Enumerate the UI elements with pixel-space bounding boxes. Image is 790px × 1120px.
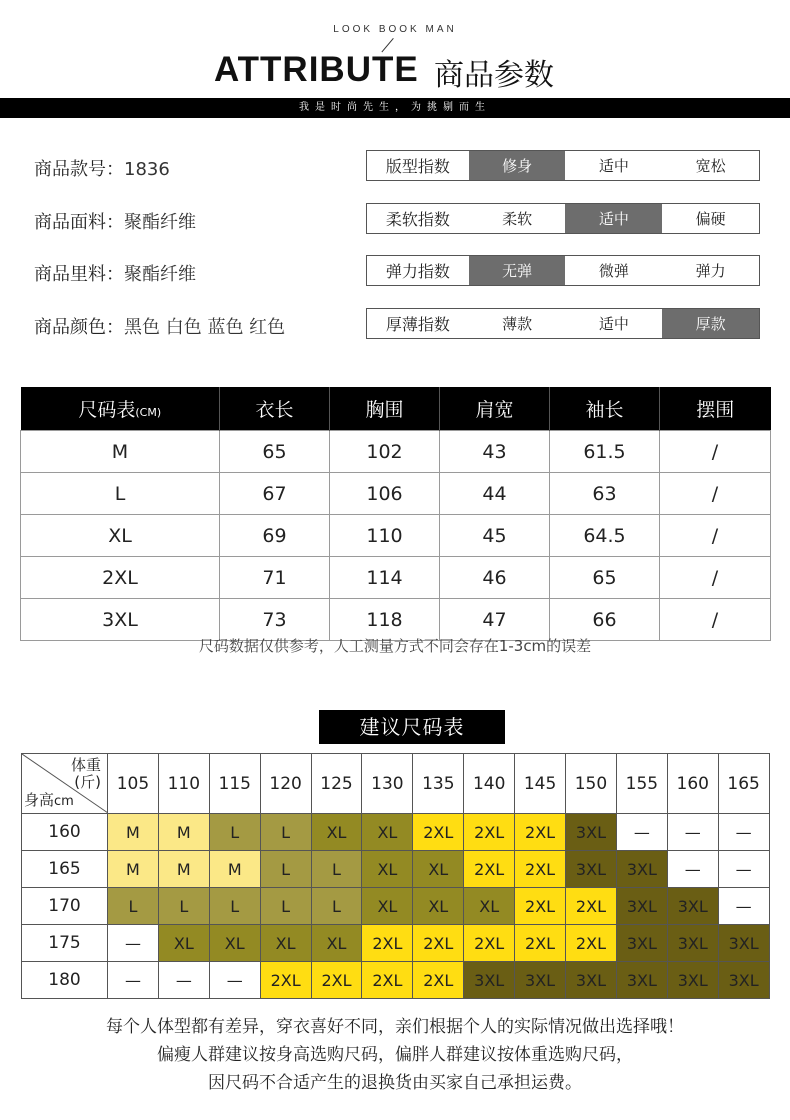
- size-row: [21, 473, 771, 515]
- recommend-size-cell: 2XL: [413, 925, 464, 962]
- recommend-row: [22, 962, 770, 999]
- fit-index: [366, 150, 760, 181]
- recommend-size-cell: 3XL: [667, 962, 718, 999]
- column-header: 衣长: [220, 387, 330, 431]
- index-option: 适中: [598, 157, 629, 175]
- title-english: ATTRIBUTE: [214, 50, 419, 89]
- slogan-bar: 我是时尚先生，为挑剔而生: [0, 98, 790, 118]
- recommend-size-cell: —: [158, 962, 209, 999]
- weight-header-cell: 165: [718, 754, 769, 814]
- attr-value: 黑色 白色 蓝色 红色: [124, 317, 286, 338]
- recommend-size-cell: XL: [260, 925, 311, 962]
- recommend-size-cell: —: [108, 925, 159, 962]
- index-option: 修身: [469, 151, 566, 180]
- weight-header-cell: 115: [209, 754, 260, 814]
- index-option: 薄款: [502, 315, 533, 333]
- weight-header-cell: 160: [667, 754, 718, 814]
- recommend-size-cell: XL: [464, 888, 515, 925]
- weight-header-cell: 120: [260, 754, 311, 814]
- index-option: 弹力: [695, 262, 726, 280]
- recommend-row: [22, 925, 770, 962]
- weight-header-cell: 150: [566, 754, 617, 814]
- weight-header-cell: 155: [616, 754, 667, 814]
- size-table: [20, 387, 771, 641]
- attr-fabric: [34, 208, 196, 234]
- size-value-cell: /: [660, 431, 771, 473]
- recommend-size-cell: 2XL: [566, 925, 617, 962]
- index-option: 适中: [565, 204, 662, 233]
- recommend-size-cell: 3XL: [566, 814, 617, 851]
- footer-line: 偏瘦人群建议按身高选购尺码，偏胖人群建议按体重选购尺码，: [157, 1045, 633, 1065]
- attr-colors: [34, 313, 285, 339]
- recommend-size-cell: 2XL: [464, 925, 515, 962]
- recommend-size-cell: M: [158, 814, 209, 851]
- size-note: 尺码数据仅供参考，人工测量方式不同会存在1-3cm的误差: [198, 637, 592, 655]
- attr-value: 聚酯纤维: [124, 212, 196, 233]
- size-value-cell: 61.5: [550, 431, 660, 473]
- index-option: 柔软: [502, 210, 533, 228]
- footer-notes: [0, 1013, 790, 1097]
- column-header: 肩宽: [440, 387, 550, 431]
- size-value-cell: 47: [440, 599, 550, 641]
- size-label-cell: XL: [21, 515, 220, 557]
- index-option: 适中: [598, 315, 629, 333]
- index-name: 版型指数: [385, 157, 450, 176]
- index-option: 微弹: [598, 262, 629, 280]
- recommend-size-cell: XL: [362, 851, 413, 888]
- size-value-cell: /: [660, 599, 771, 641]
- lookbook-caption: LOOK BOOK MAN: [333, 24, 457, 35]
- recommend-size-cell: M: [158, 851, 209, 888]
- recommend-size-cell: 3XL: [616, 888, 667, 925]
- recommend-size-cell: 3XL: [566, 851, 617, 888]
- recommend-size-cell: —: [718, 851, 769, 888]
- thickness-index: [366, 308, 760, 339]
- index-name: 厚薄指数: [385, 315, 450, 334]
- recommend-size-cell: XL: [158, 925, 209, 962]
- recommend-size-cell: 2XL: [362, 925, 413, 962]
- size-value-cell: 71: [220, 557, 330, 599]
- height-cell: 165: [22, 851, 108, 888]
- elasticity-index: [366, 255, 760, 286]
- weight-header-cell: 140: [464, 754, 515, 814]
- attr-label: 商品面料：: [34, 212, 124, 233]
- height-cell: 180: [22, 962, 108, 999]
- recommend-size-cell: 3XL: [667, 888, 718, 925]
- index-option: 宽松: [695, 157, 726, 175]
- recommend-size-cell: L: [260, 888, 311, 925]
- recommend-size-cell: —: [209, 962, 260, 999]
- recommend-size-cell: 3XL: [566, 962, 617, 999]
- recommend-size-cell: L: [260, 814, 311, 851]
- attr-style-number: [34, 155, 170, 181]
- attr-lining: [34, 260, 196, 286]
- column-header: 胸围: [330, 387, 440, 431]
- size-value-cell: 44: [440, 473, 550, 515]
- height-cell: 160: [22, 814, 108, 851]
- corner-cell: [22, 754, 108, 814]
- attr-value: 1836: [124, 159, 170, 180]
- recommend-size-cell: L: [260, 851, 311, 888]
- height-cell: 170: [22, 888, 108, 925]
- size-value-cell: 106: [330, 473, 440, 515]
- unit-label: (CM): [135, 406, 162, 419]
- size-value-cell: 43: [440, 431, 550, 473]
- recommend-size-cell: 2XL: [464, 851, 515, 888]
- recommend-size-cell: 2XL: [464, 814, 515, 851]
- column-header: 尺码表(CM): [21, 387, 220, 431]
- size-row: [21, 431, 771, 473]
- recommend-size-cell: 2XL: [362, 962, 413, 999]
- recommend-size-cell: 2XL: [413, 962, 464, 999]
- recommend-size-cell: —: [616, 814, 667, 851]
- size-value-cell: 63: [550, 473, 660, 515]
- height-cell: 175: [22, 925, 108, 962]
- recommend-size-cell: 2XL: [413, 814, 464, 851]
- recommend-size-cell: 2XL: [515, 888, 566, 925]
- recommend-size-cell: 2XL: [515, 851, 566, 888]
- weight-header-cell: 105: [108, 754, 159, 814]
- recommend-size-cell: —: [718, 814, 769, 851]
- recommend-size-cell: L: [158, 888, 209, 925]
- recommend-size-cell: 3XL: [464, 962, 515, 999]
- recommend-size-cell: 3XL: [616, 962, 667, 999]
- weight-label: 体重 (斤): [70, 756, 101, 791]
- recommend-size-cell: XL: [362, 814, 413, 851]
- recommend-size-cell: M: [108, 851, 159, 888]
- recommend-size-cell: 2XL: [260, 962, 311, 999]
- recommend-size-cell: 2XL: [515, 814, 566, 851]
- softness-index: [366, 203, 760, 234]
- recommend-size-cell: —: [667, 814, 718, 851]
- recommend-size-cell: 2XL: [515, 925, 566, 962]
- height-label: 身高cm: [24, 791, 74, 809]
- recommend-size-cell: XL: [311, 814, 362, 851]
- size-value-cell: 66: [550, 599, 660, 641]
- recommend-size-cell: XL: [413, 851, 464, 888]
- column-header: 袖长: [550, 387, 660, 431]
- recommend-size-cell: XL: [362, 888, 413, 925]
- recommend-size-cell: M: [209, 851, 260, 888]
- recommend-size-cell: 3XL: [718, 962, 769, 999]
- title-chinese: 商品参数: [434, 58, 554, 93]
- size-value-cell: /: [660, 473, 771, 515]
- footer-line: 每个人体型都有差异，穿衣喜好不同，亲们根据个人的实际情况做出选择哦！: [106, 1017, 684, 1037]
- recommend-row: [22, 814, 770, 851]
- recommend-table: [21, 753, 770, 999]
- size-value-cell: 64.5: [550, 515, 660, 557]
- size-value-cell: 118: [330, 599, 440, 641]
- recommend-size-cell: L: [311, 888, 362, 925]
- size-label-cell: L: [21, 473, 220, 515]
- recommend-size-cell: 3XL: [667, 925, 718, 962]
- recommend-size-cell: —: [667, 851, 718, 888]
- size-value-cell: 69: [220, 515, 330, 557]
- size-value-cell: 110: [330, 515, 440, 557]
- recommend-size-cell: XL: [413, 888, 464, 925]
- recommend-size-cell: 3XL: [515, 962, 566, 999]
- size-value-cell: 45: [440, 515, 550, 557]
- recommend-size-cell: L: [209, 814, 260, 851]
- attr-label: 商品款号：: [34, 159, 124, 180]
- size-label-cell: 2XL: [21, 557, 220, 599]
- recommend-size-cell: L: [209, 888, 260, 925]
- size-label-cell: 3XL: [21, 599, 220, 641]
- size-value-cell: 102: [330, 431, 440, 473]
- recommend-header-row: [22, 754, 770, 814]
- size-value-cell: /: [660, 515, 771, 557]
- index-option: 厚款: [662, 309, 759, 338]
- weight-header-cell: 125: [311, 754, 362, 814]
- attr-value: 聚酯纤维: [124, 264, 196, 285]
- size-row: [21, 557, 771, 599]
- index-option: 无弹: [469, 256, 566, 285]
- weight-header-cell: 135: [413, 754, 464, 814]
- size-value-cell: 46: [440, 557, 550, 599]
- column-header: 摆围: [660, 387, 771, 431]
- recommend-size-cell: XL: [311, 925, 362, 962]
- recommend-size-cell: 3XL: [718, 925, 769, 962]
- index-name: 柔软指数: [385, 210, 450, 229]
- recommend-row: [22, 851, 770, 888]
- size-value-cell: 114: [330, 557, 440, 599]
- recommend-size-cell: 2XL: [566, 888, 617, 925]
- size-value-cell: 65: [550, 557, 660, 599]
- weight-header-cell: 145: [515, 754, 566, 814]
- index-name: 弹力指数: [385, 262, 450, 281]
- index-option: 偏硬: [695, 210, 726, 228]
- weight-header-cell: 110: [158, 754, 209, 814]
- size-value-cell: 67: [220, 473, 330, 515]
- size-row: [21, 515, 771, 557]
- recommend-size-cell: —: [108, 962, 159, 999]
- size-label-cell: M: [21, 431, 220, 473]
- attr-label: 商品里料：: [34, 264, 124, 285]
- size-value-cell: /: [660, 557, 771, 599]
- recommend-size-cell: 3XL: [616, 925, 667, 962]
- attr-label: 商品颜色：: [34, 317, 124, 338]
- recommend-size-cell: L: [108, 888, 159, 925]
- recommend-size-cell: M: [108, 814, 159, 851]
- recommend-size-cell: XL: [209, 925, 260, 962]
- size-value-cell: 65: [220, 431, 330, 473]
- recommend-row: [22, 888, 770, 925]
- footer-line: 因尺码不合适产生的退换货由买家自己承担运费。: [208, 1073, 582, 1093]
- size-table-header: [21, 387, 771, 431]
- recommend-size-cell: L: [311, 851, 362, 888]
- recommend-size-cell: 3XL: [616, 851, 667, 888]
- recommend-size-cell: 2XL: [311, 962, 362, 999]
- recommend-size-cell: —: [718, 888, 769, 925]
- recommend-title: 建议尺码表: [319, 710, 505, 744]
- size-value-cell: 73: [220, 599, 330, 641]
- weight-header-cell: 130: [362, 754, 413, 814]
